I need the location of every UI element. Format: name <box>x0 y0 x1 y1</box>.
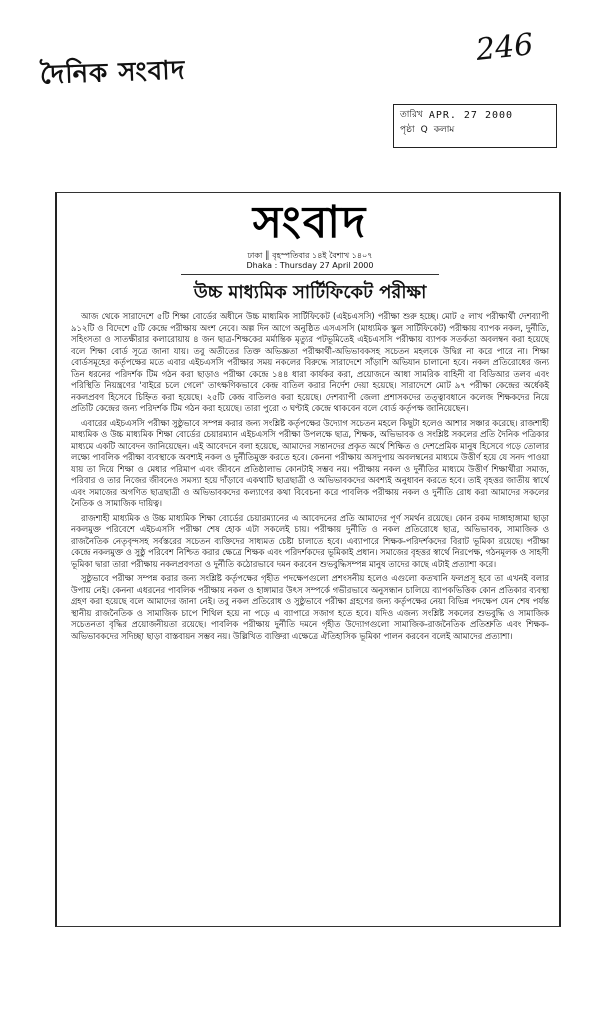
editorial-paragraph: সুষ্ঠুভাবে পরীক্ষা সম্পন্ন করার জন্য সংশ্লিষ্ট কর্তৃপক্ষের গৃহীত পদক্ষেপগুলো প্রশংসনীয় হলেও এগুলো কতখানি ফলপ্রসূ হবে তা এখনই বলার উপায় নেই। কেননা এধরনের পাবলিক পরীক্ষায় নকল ও হাঙ্গামার উৎস সম্পর্কে গভীরভাবে অনুসন্ধান চালিয়ে ব্যাপকভিত্তিক কোন প্রতিকার ব্যবস্থা গ্রহণ করা হয়েছে বলে আমাদের জানা নেই। তবু নকল প্রতিরোধ ও সুষ্ঠুভাবে পরীক্ষা গ্রহণের জন্য কর্তৃপক্ষের নেয়া বিভিন্ন পদক্ষেপ যেন শেষ পর্যন্ত স্থানীয় রাজনৈতিক ও সামাজিক চাপে শিথিল হয়ে না পড়ে এ ব্যাপারে সজাগ হতে হবে। যদিও এজন্য সংশ্লিষ্ট সকলের শুভবুদ্ধি ও সামাজিক সচেতনতা বৃদ্ধির প্রয়োজনীয়তা রয়েছে। পাবলিক পরীক্ষায় দুর্নীতি দমনে গৃহীত উদ্যোগগুলো সামাজিক-রাজনৈতিক প্রতিশ্রুতি এবং শিক্ষক-অভিভাবকদের সদিচ্ছা ছাড়া বাস্তবায়ন সম্ভব নয়। উল্লিখিত ব্যক্তিরা এক্ষেত্রে ঐতিহাসিক ভূমিকা পালন করবেন বলেই আমাদের প্রত্যাশা। <box>71 573 549 641</box>
editorial-paragraph: আজ থেকে সারাদেশে ৫টি শিক্ষা বোর্ডের অধীনে উচ্চ মাধ্যমিক সার্টিফিকেট (এইচএসসি) পরীক্ষা শুরু হচ্ছে। মোট ৫ লাখ পরীক্ষার্থী দেশব্যাপী ৯১২টি ও বিদেশে ৫টি কেন্দ্রে পরীক্ষায় অংশ নেবে। অল্প দিন আগে অনুষ্ঠিত এসএসসি (মাধ্যমিক স্কুল সার্টিফিকেট) পরীক্ষায় ব্যাপক নকল, দুর্নীতি, সহিংসতা ও সাতক্ষীরার কলারোয়ায় ৪ জন ছাত্র-শিক্ষকের মর্মান্তিক মৃত্যুর পটভূমিতেই এইচএসসি পরীক্ষায় ব্যাপক সতর্কতা অবলম্বন করা হয়েছে বলে শিক্ষা বোর্ড সূত্রে জানা যায়। তবু অতীতের তিক্ত অভিজ্ঞতা পরীক্ষার্থী-অভিভাবকসহ সচেতন মহলকে উদ্বিগ্ন না করে পারে না। শিক্ষা বোর্ডসমূহের কর্তৃপক্ষের মতে এবার এইচএসসি পরীক্ষার সময় নকলের বিরুদ্ধে সারাদেশে সাঁড়াশি অভিযান চালানো হবে। নকল প্রতিরোধের জন্য তিন ধরনের পরিদর্শক টিম গঠন করা ছাড়াও পরীক্ষা কেন্দ্রে ১৪৪ ধারা কার্যকর করা, প্রয়োজনে আধা সামরিক বাহিনী বা বিডিআর তলব এবং পরিস্থিতি নিয়ন্ত্রণের 'বাইরে চলে গেলে' তাৎক্ষণিকভাবে কেন্দ্র বাতিল করার নির্দেশ দেয়া হয়েছে। সারাদেশে মোট ৯৭ পরীক্ষা কেন্দ্রের অর্ধেকই নকলপ্রবণ হিসেবে চিহ্নিত করা হয়েছে। ২৫টি কেন্দ্র বাতিলও করা হয়েছে। দেশব্যাপী জেলা প্রশাসকদের তত্ত্বাবধানে কলেজ শিক্ষকদের নিয়ে প্রতিটি কেন্দ্রের জন্য পরিদর্শক টিম গঠন করা হয়েছে। তারা পুরো ৩ ঘণ্টাই কেন্দ্রে থাকবেন বলে বোর্ড কর্তৃপক্ষ জানিয়েছেন। <box>71 311 549 413</box>
newspaper-masthead: সংবাদ <box>252 197 368 248</box>
page-number: 246 <box>474 27 535 68</box>
archive-label: দৈনিক সংবাদ <box>39 55 186 91</box>
editorial-paragraph: রাজশাহী মাধ্যমিক ও উচ্চ মাধ্যমিক শিক্ষা বোর্ডের চেয়ারম্যানের এ আবেদনের প্রতি আমাদের পূর্ণ সমর্থন রয়েছে। কোন রকম দাঙ্গাহাঙ্গামা ছাড়া নকলমুক্ত পরিবেশে এইচএসসি পরীক্ষা শেষ হোক এটা সকলেই চায়। পরীক্ষায় দুর্নীতি ও নকল প্রতিরোধে ছাত্র, অভিভাবক, সামাজিক ও রাজনৈতিক নেতৃবৃন্দসহ সর্বস্তরের সচেতন ব্যক্তিদের সাধ্যমত চেষ্টা চালাতে হবে। এব্যাপারে শিক্ষক-পরিদর্শকদের বিরাট ভূমিকা রয়েছে। পরীক্ষা কেন্দ্রে নকলমুক্ত ও সুষ্ঠু পরিবেশ নিশ্চিত করার ক্ষেত্রে শিক্ষক এবং পরিদর্শকদের ভূমিকাই প্রধান। সমাজের বৃহত্তর স্বার্থে নিরপেক্ষ, গঠনমূলক ও সাহসী ভূমিকা দ্বারা তারা পরীক্ষায় নকলপ্রবণতা ও দুর্নীতি কঠোরভাবে দমন করবেন শুভবুদ্ধিসম্পন্ন মানুষ তাদের কাছে এটাই প্রত্যাশা করে। <box>71 512 549 569</box>
dateline-bengali: ঢাকা ║ বৃহস্পতিবার ১৪ই বৈশাখ ১৪০৭ <box>247 251 373 260</box>
stamp-date-value: APR. 27 2000 <box>428 110 514 121</box>
editorial-paragraph: এবারের এইচএসসি পরীক্ষা সুষ্ঠুভাবে সম্পন্ন করার জন্য সংশ্লিষ্ট কর্তৃপক্ষের উদ্যোগ সচেতন মহলে কিছুটা হলেও আশার সঞ্চার করেছে। রাজশাহী মাধ্যমিক ও উচ্চ মাধ্যমিক শিক্ষা বোর্ডের চেয়ারম্যান এইচএসসি পরীক্ষা উপলক্ষে ছাত্র, শিক্ষক, অভিভাবক ও সংশ্লিষ্ট সকলের প্রতি দৈনিক পত্রিকার মাধ্যমে একটি আবেদন জানিয়েছেন। এই আবেদনে বলা হয়েছে, আমাদের সন্তানদের প্রকৃত অর্থে শিক্ষিত ও দেশপ্রেমিক মানুষ হিসেবে গড়ে তোলার লক্ষ্যে পাবলিক পরীক্ষা ব্যবস্থাকে অবশ্যই নকল ও দুর্নীতিমুক্ত করতে হবে। কেননা পরীক্ষায় অসদুপায় অবলম্বনের মাধ্যমে উত্তীর্ণ হয়ে যে সনদ পাওয়া যায় তা দিয়ে শিক্ষা ও মেধার পরিমাপ এবং জীবনে প্রতিষ্ঠালাভ কোনটাই সম্ভব নয়। পরীক্ষায় নকল ও দুর্নীতির মাধ্যমে উত্তীর্ণ শিক্ষার্থীরা সমাজ, পরিবার ও তার নিজের জীবনেও সমস্যা হয়ে দাঁড়াবে একথাটি ছাত্রছাত্রী ও অভিভাবকদের অবশ্যই অনুধাবন করতে হবে। তাই বৃহত্তর জাতীয় স্বার্থে এবং সমাজের অগণিত ছাত্রছাত্রী ও অভিভাবকদের কল্যাণের কথা বিবেচনা করে পাবলিক পরীক্ষায় নকল ও দুর্নীতি রোধ করা আমাদের সকলের নৈতিক ও সামাজিক দায়িত্ব। <box>71 417 549 508</box>
stamp-page-row <box>400 123 550 138</box>
stamp-date-row <box>400 108 550 123</box>
masthead-rule <box>181 274 439 275</box>
stamp-date-label: তারিখ <box>400 110 423 120</box>
stamp-column-label: কলাম <box>433 125 455 135</box>
stamp-page-label: পৃষ্ঠা <box>400 125 415 135</box>
date-stamp <box>393 104 557 148</box>
newspaper-clipping <box>55 192 561 927</box>
editorial-headline: উচ্চ মাধ্যমিক সার্টিফিকেট পরীক্ষা <box>193 282 427 303</box>
stamp-page-value: Q <box>420 125 428 135</box>
dateline-english: Dhaka : Thursday 27 April 2000 <box>246 261 374 270</box>
